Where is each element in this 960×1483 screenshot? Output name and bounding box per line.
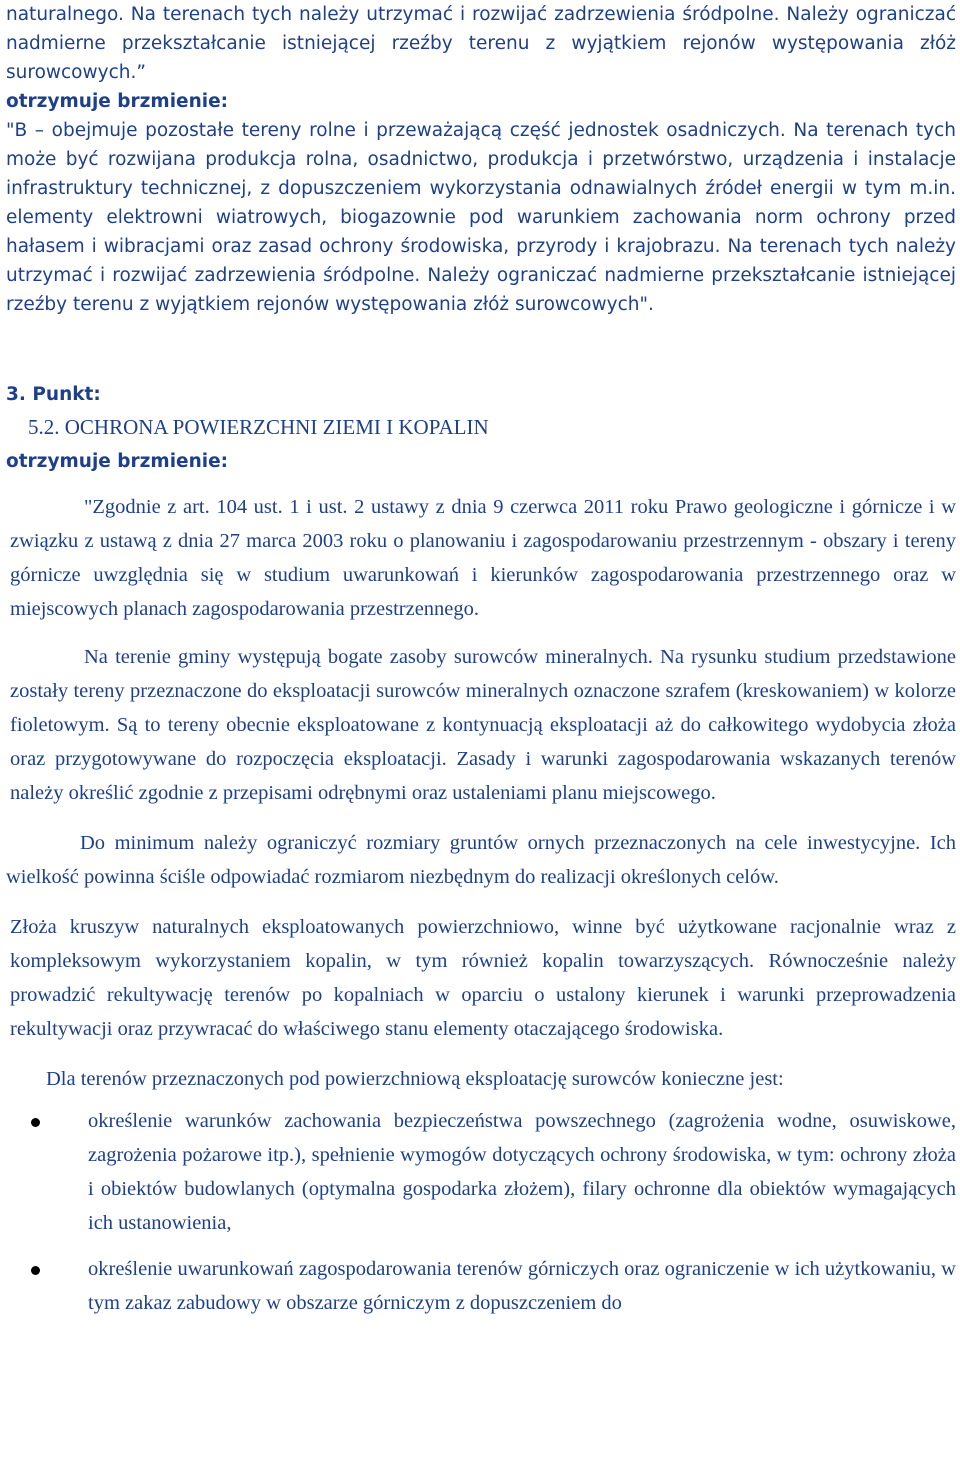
point-3-heading-block: [6, 380, 956, 476]
receives-wording-label-2: otrzymuje brzmienie:: [6, 451, 229, 472]
section-body: [6, 490, 956, 1320]
body-paragraph-1: "Zgodnie z art. 104 ust. 1 i ust. 2 ustawy z dnia 9 czerwca 2011 roku Prawo geologiczne i górnicze i w związku z ustawą z dnia 27 marca 2003 roku o planowaniu i zagospodarowaniu przestrzennym - obszary i tereny górnicze uwzględnia się w studium uwarunkowań i kierunków zagospodarowania przestrzennego oraz w miejscowych planach zagospodarowania przestrzennego.: [10, 496, 956, 620]
receives-wording-label: otrzymuje brzmienie:: [6, 91, 229, 112]
point-heading: 3. Punkt:: [6, 384, 101, 405]
body-paragraph-3: Do minimum należy ograniczyć rozmiary gruntów ornych przeznaczonych na cele inwestycyjne. Ich wielkość powinna ściśle odpowiadać rozmiarom niezbędnym do realizacji określonych celów.: [6, 832, 956, 888]
body-paragraph-2: Na terenie gminy występują bogate zasoby surowców mineralnych. Na rysunku studium przedstawione zostały tereny przeznaczone do eksploatacji surowców mineralnych oznaczone szrafem (kreskowaniem) w kolorze fioletowym. Są to tereny obecnie eksploatowane z kontynuacją eksploatacji aż do całkowitego wydobycia złoża oraz przygotowywane do rozpoczęcia eksploatacji. Zasady i warunki zagospodarowania wskazanych terenów należy określić zgodnie z przepisami odrębnymi oraz ustaleniami planu miejscowego.: [10, 646, 956, 804]
section-title: 5.2. OCHRONA POWIERZCHNI ZIEMI I KOPALIN: [28, 415, 489, 439]
new-wording-paragraph: "B – obejmuje pozostałe tereny rolne i przeważającą część jednostek osadniczych. Na terenach tych może być rozwijana produkcja rolna, osadnictwo, produkcja i przetwórstwo, urządzenia i instalacje infrastruktury technicznej, z dopuszczeniem wykorzystania odnawialnych źródeł energii w tym m.in. elementy elektrowni wiatrowych, biogazownie pod warunkiem zachowania norm ochrony przed hałasem i wibracjami oraz zasad ochrony środowiska, przyrody i krajobrazu. Na terenach tych należy utrzymać i rozwijać zadrzewienia śródpolne. Należy ograniczać nadmierne przekształcanie istniejącej rzeźby terenu z wyjątkiem rejonów występowania złóż surowcowych".: [6, 120, 956, 315]
bullet-icon: [31, 1266, 40, 1275]
body-paragraph-4: Złoża kruszyw naturalnych eksploatowanych powierzchniowo, winne być użytkowane racjonalnie wraz z kompleksowym wykorzystaniem kopalin, w tym również kopalin towarzyszących. Równocześnie należy prowadzić rekultywację terenów po kopalniach w oparciu o ustalony kierunek i warunki przeprowadzenia rekultywacji oraz przywracać do właściwego stanu elementy otaczającego środowiska.: [10, 916, 956, 1040]
list-item: [10, 1252, 956, 1320]
list-item-text: określenie warunków zachowania bezpieczeństwa powszechnego (zagrożenia wodne, osuwiskowe, zagrożenia pożarowe itp.), spełnienie wymogów dotyczących ochrony środowiska, w tym: ochrony złoża i obiektów budowlanych (optymalna gospodarka złożem), filary ochronne dla obiektów wymagających ich ustanowienia,: [88, 1110, 956, 1234]
body-paragraph-5: Dla terenów przeznaczonych pod powierzchniową eksploatację surowców konieczne jest:: [46, 1068, 784, 1090]
list-item-text: określenie uwarunkowań zagospodarowania terenów górniczych oraz ograniczenie w ich użytkowaniu, w tym zakaz zabudowy w obszarze górniczym z dopuszczeniem do: [88, 1258, 956, 1314]
requirements-list: [10, 1104, 956, 1320]
quoted-paragraph-end: naturalnego. Na terenach tych należy utrzymać i rozwijać zadrzewienia śródpolne. Należy ograniczać nadmierne przekształcanie istniejącej rzeźby terenu z wyjątkiem rejonów występowania złóż surowcowych.”: [6, 4, 956, 83]
bullet-icon: [31, 1118, 40, 1127]
list-item: [10, 1104, 956, 1240]
amendment-block-b: [6, 0, 956, 319]
